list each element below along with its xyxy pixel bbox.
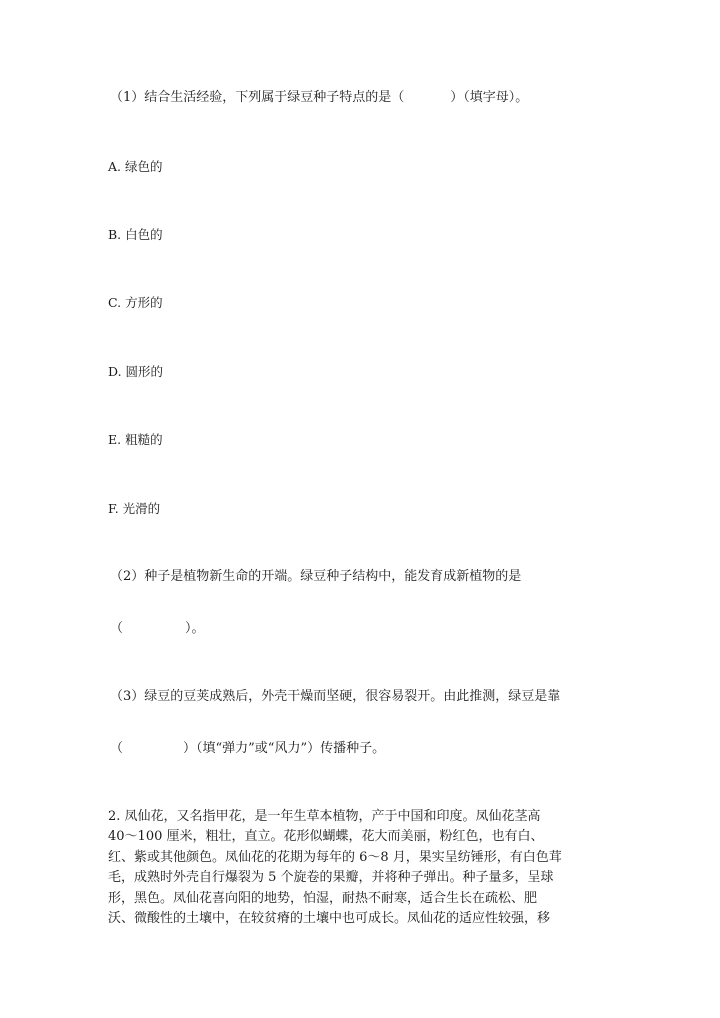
option-d: D. 圆形的 bbox=[108, 364, 164, 379]
option-a: A. 绿色的 bbox=[108, 159, 163, 174]
option-b: B. 白色的 bbox=[108, 227, 163, 242]
option-f: F. 光滑的 bbox=[108, 501, 161, 516]
q2-prompt: （2）种子是植物新生命的开端。绿豆种子结构中，能发育成新植物的是 bbox=[110, 569, 522, 584]
passage-line: 沃、微酸性的土壤中，在较贫瘠的土壤中也可成长。凤仙花的适应性较强，移 bbox=[108, 911, 551, 926]
passage-line: 40～100 厘米，粗壮，直立。花形似蝴蝶，花大而美丽，粉红色，也有白、 bbox=[108, 829, 544, 844]
option-c: C. 方形的 bbox=[108, 295, 163, 310]
passage-line: 毛，成熟时外壳自行爆裂为 5 个旋卷的果瓣，并将种子弹出。种子量多，呈球 bbox=[108, 870, 554, 885]
q3-blank: （ ）（填“弹力”或“风力”）传播种子。 bbox=[110, 741, 386, 756]
passage-line: 形，黑色。凤仙花喜向阳的地势，怕湿，耐热不耐寒，适合生长在疏松、肥 bbox=[108, 891, 538, 906]
passage-line: 红、紫或其他颜色。凤仙花的花期为每年的 6～8 月，果实呈纺锤形，有白色茸 bbox=[108, 850, 562, 865]
q2-blank: （ ）。 bbox=[110, 621, 205, 636]
passage-line: 2. 凤仙花，又名指甲花，是一年生草本植物，产于中国和印度。凤仙花茎高 bbox=[108, 809, 541, 824]
option-e: E. 粗糙的 bbox=[108, 432, 163, 447]
q3-prompt: （3）绿豆的豆荚成熟后，外壳干燥而坚硬，很容易裂开。由此推测，绿豆是靠 bbox=[110, 689, 561, 704]
q1-prompt: （1）结合生活经验，下列属于绿豆种子特点的是（ ）（填字母）。 bbox=[110, 90, 529, 105]
